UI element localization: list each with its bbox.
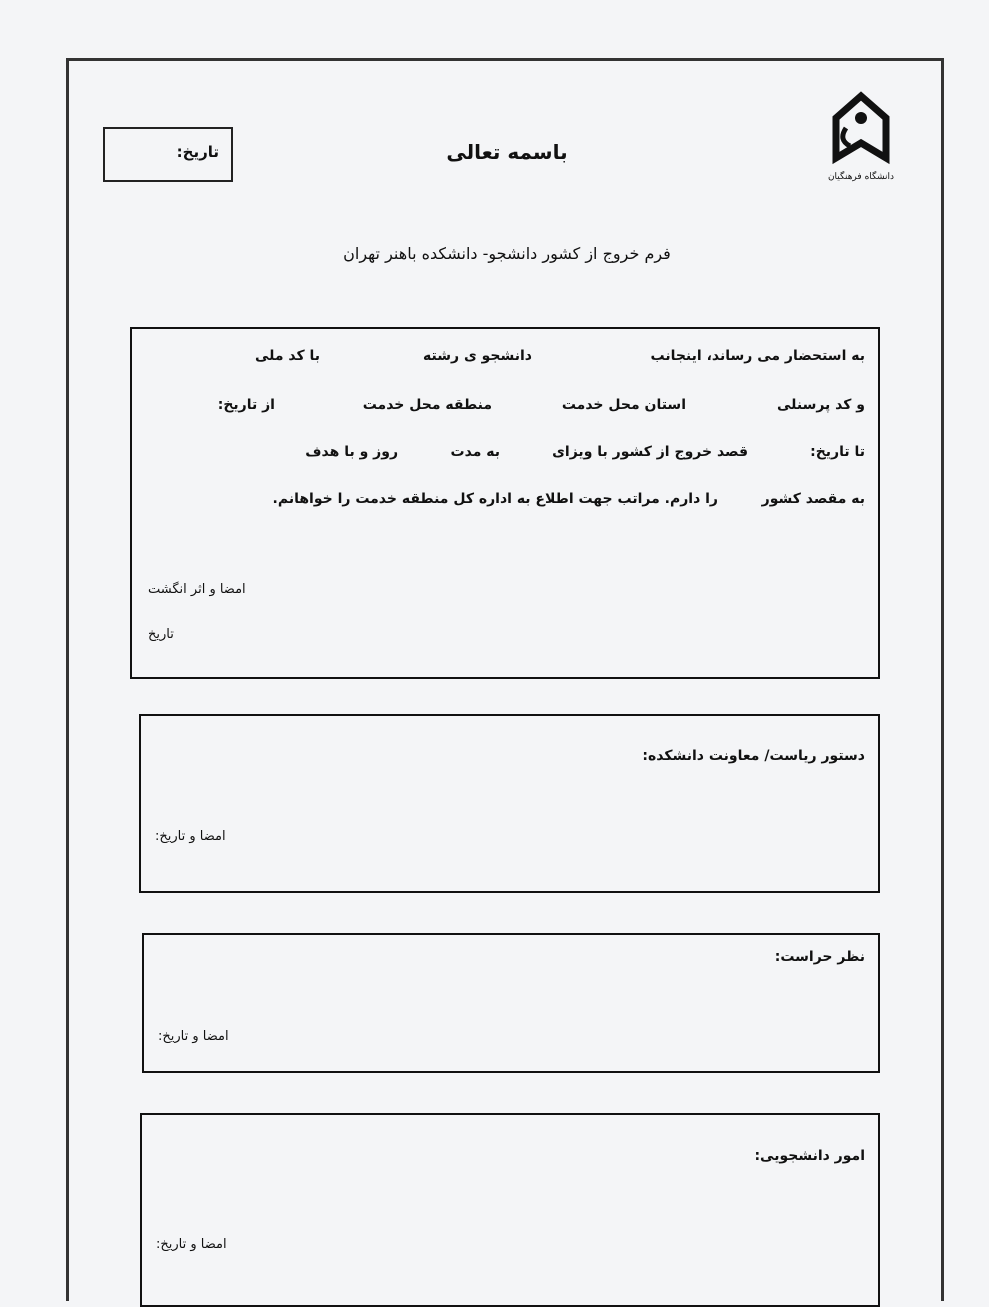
signature-fingerprint-label: امضا و اثر انگشت [148,582,246,597]
security-opinion-heading: نظر حراست: [774,949,865,965]
field-to-date-label: تا تاریخ: [810,444,865,460]
dean-order-box [139,714,880,893]
dean-order-heading: دستور ریاست/ معاونت دانشکده: [642,748,865,764]
student-affairs-box [140,1113,880,1307]
field-destination-label: به مقصد کشور [761,491,865,507]
security-opinion-box [142,933,880,1073]
student-affairs-heading: امور دانشجویی: [754,1148,865,1164]
field-from-date-label: از تاریخ: [217,397,275,413]
date-label: تاریخ: [176,143,219,161]
page-title: باسمه تعالی [446,140,568,164]
form-subtitle: فرم خروج از کشور دانشجو- دانشکده باهنر تهران [343,244,671,263]
field-duration-label: به مدت [450,444,500,460]
request-closing-text: را دارم. مراتب جهت اطلاع به اداره کل منطقه خدمت را خواهانم. [272,491,718,507]
field-visa-label: قصد خروج از کشور با ویزای [552,444,748,460]
field-national-id-label: با کد ملی [254,348,320,364]
field-region-label: منطقه محل خدمت [362,397,492,413]
request-intro-label: به استحضار می رساند، اینجانب [650,348,865,364]
logo-text: دانشگاه فرهنگیان [827,172,895,182]
field-province-label: استان محل خدمت [561,397,686,413]
student-affairs-sign-date-label: امضا و تاریخ: [156,1237,227,1252]
field-major-label: دانشجو ی رشته [423,348,532,364]
field-personnel-code-label: و کد پرسنلی [776,397,865,413]
field-purpose-label: روز و با هدف [305,444,398,460]
dean-sign-date-label: امضا و تاریخ: [155,829,226,844]
request-date-label: تاریخ [148,627,174,642]
security-sign-date-label: امضا و تاریخ: [158,1029,229,1044]
